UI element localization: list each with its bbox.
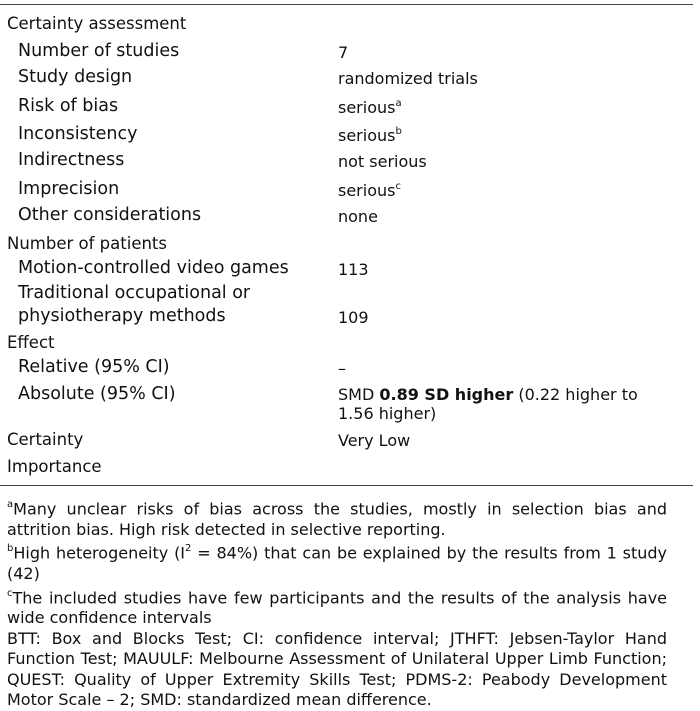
row-value-inconsistency: serious$^b$ xyxy=(338,125,402,145)
section-heading-number-of-patients: Number of patients xyxy=(7,234,167,253)
row-label-certainty: Certainty xyxy=(7,430,84,449)
row-label-motion-controlled-video-games: Motion-controlled video games xyxy=(18,258,289,278)
row-value-imprecision: serious$^c$ xyxy=(338,180,401,200)
footnote-a: $^a$Many unclear risks of bias across the studies, mostly in selection bias and attrition bias. High risk detected in selective reporting. xyxy=(7,499,667,539)
row-label-other-considerations: Other considerations xyxy=(18,205,202,225)
row-value-other-considerations: none xyxy=(338,207,378,226)
row-label-inconsistency: Inconsistency xyxy=(18,124,138,144)
row-value-number-of-studies: 7 xyxy=(338,43,349,62)
section-heading-certainty-assessment: Certainty assessment xyxy=(7,14,187,33)
row-label-relative: Relative (95% CI) xyxy=(18,357,170,377)
footnote-c: $^c$The included studies have few participants and the results of the analysis have wide confidence intervals xyxy=(7,587,667,628)
table-top-rule xyxy=(0,4,693,5)
row-label-risk-of-bias: Risk of bias xyxy=(18,96,119,116)
footnote-ref-a: a xyxy=(395,97,402,109)
row-value-certainty: Very Low xyxy=(338,431,411,450)
row-value-absolute-line1: SMD 0.89 SD higher (0.22 higher to xyxy=(338,385,638,404)
row-label-indirectness: Indirectness xyxy=(18,150,125,170)
footnote-b: $^b$High heterogeneity $(I^2 = 84\%)$ that can be explained by the results from 1 study (42) xyxy=(7,543,667,584)
row-label-traditional-methods-line2: physiotherapy methods xyxy=(18,306,226,326)
row-value-motion-controlled-video-games: 113 xyxy=(338,260,369,279)
table-bottom-rule xyxy=(0,485,693,486)
row-label-importance: Importance xyxy=(7,457,102,476)
row-label-number-of-studies: Number of studies xyxy=(18,41,180,61)
row-label-absolute: Absolute (95% CI) xyxy=(18,384,176,404)
row-value-relative: – xyxy=(338,359,346,378)
row-label-traditional-methods-line1: Traditional occupational or xyxy=(18,283,251,303)
abbreviations-note: BTT: Box and Blocks Test; CI: confidence interval; JTHFT: Jebsen-Taylor Hand Function Test; MAUULF: Melbourne Assessment of Unilateral Upper Limb Function; QUEST: Quality of Upper Extremity Skills Test; PDMS-2: Peabody Development Motor Scale – 2; SMD: standardized mean difference. xyxy=(7,628,667,710)
row-value-study-design: randomized trials xyxy=(338,69,478,88)
section-heading-effect: Effect xyxy=(7,333,55,352)
absolute-effect-bold: 0.89 SD higher xyxy=(379,385,514,404)
row-value-risk-of-bias: serious$^a$ xyxy=(338,97,402,117)
row-value-absolute-line2: 1.56 higher) xyxy=(338,404,437,423)
row-label-study-design: Study design xyxy=(18,67,133,87)
row-label-imprecision: Imprecision xyxy=(18,179,120,199)
footnote-ref-c: c xyxy=(395,180,401,192)
row-value-traditional-methods: 109 xyxy=(338,308,369,327)
footnotes xyxy=(7,496,667,711)
row-value-indirectness: not serious xyxy=(338,152,427,171)
footnote-ref-b: b xyxy=(395,125,402,137)
